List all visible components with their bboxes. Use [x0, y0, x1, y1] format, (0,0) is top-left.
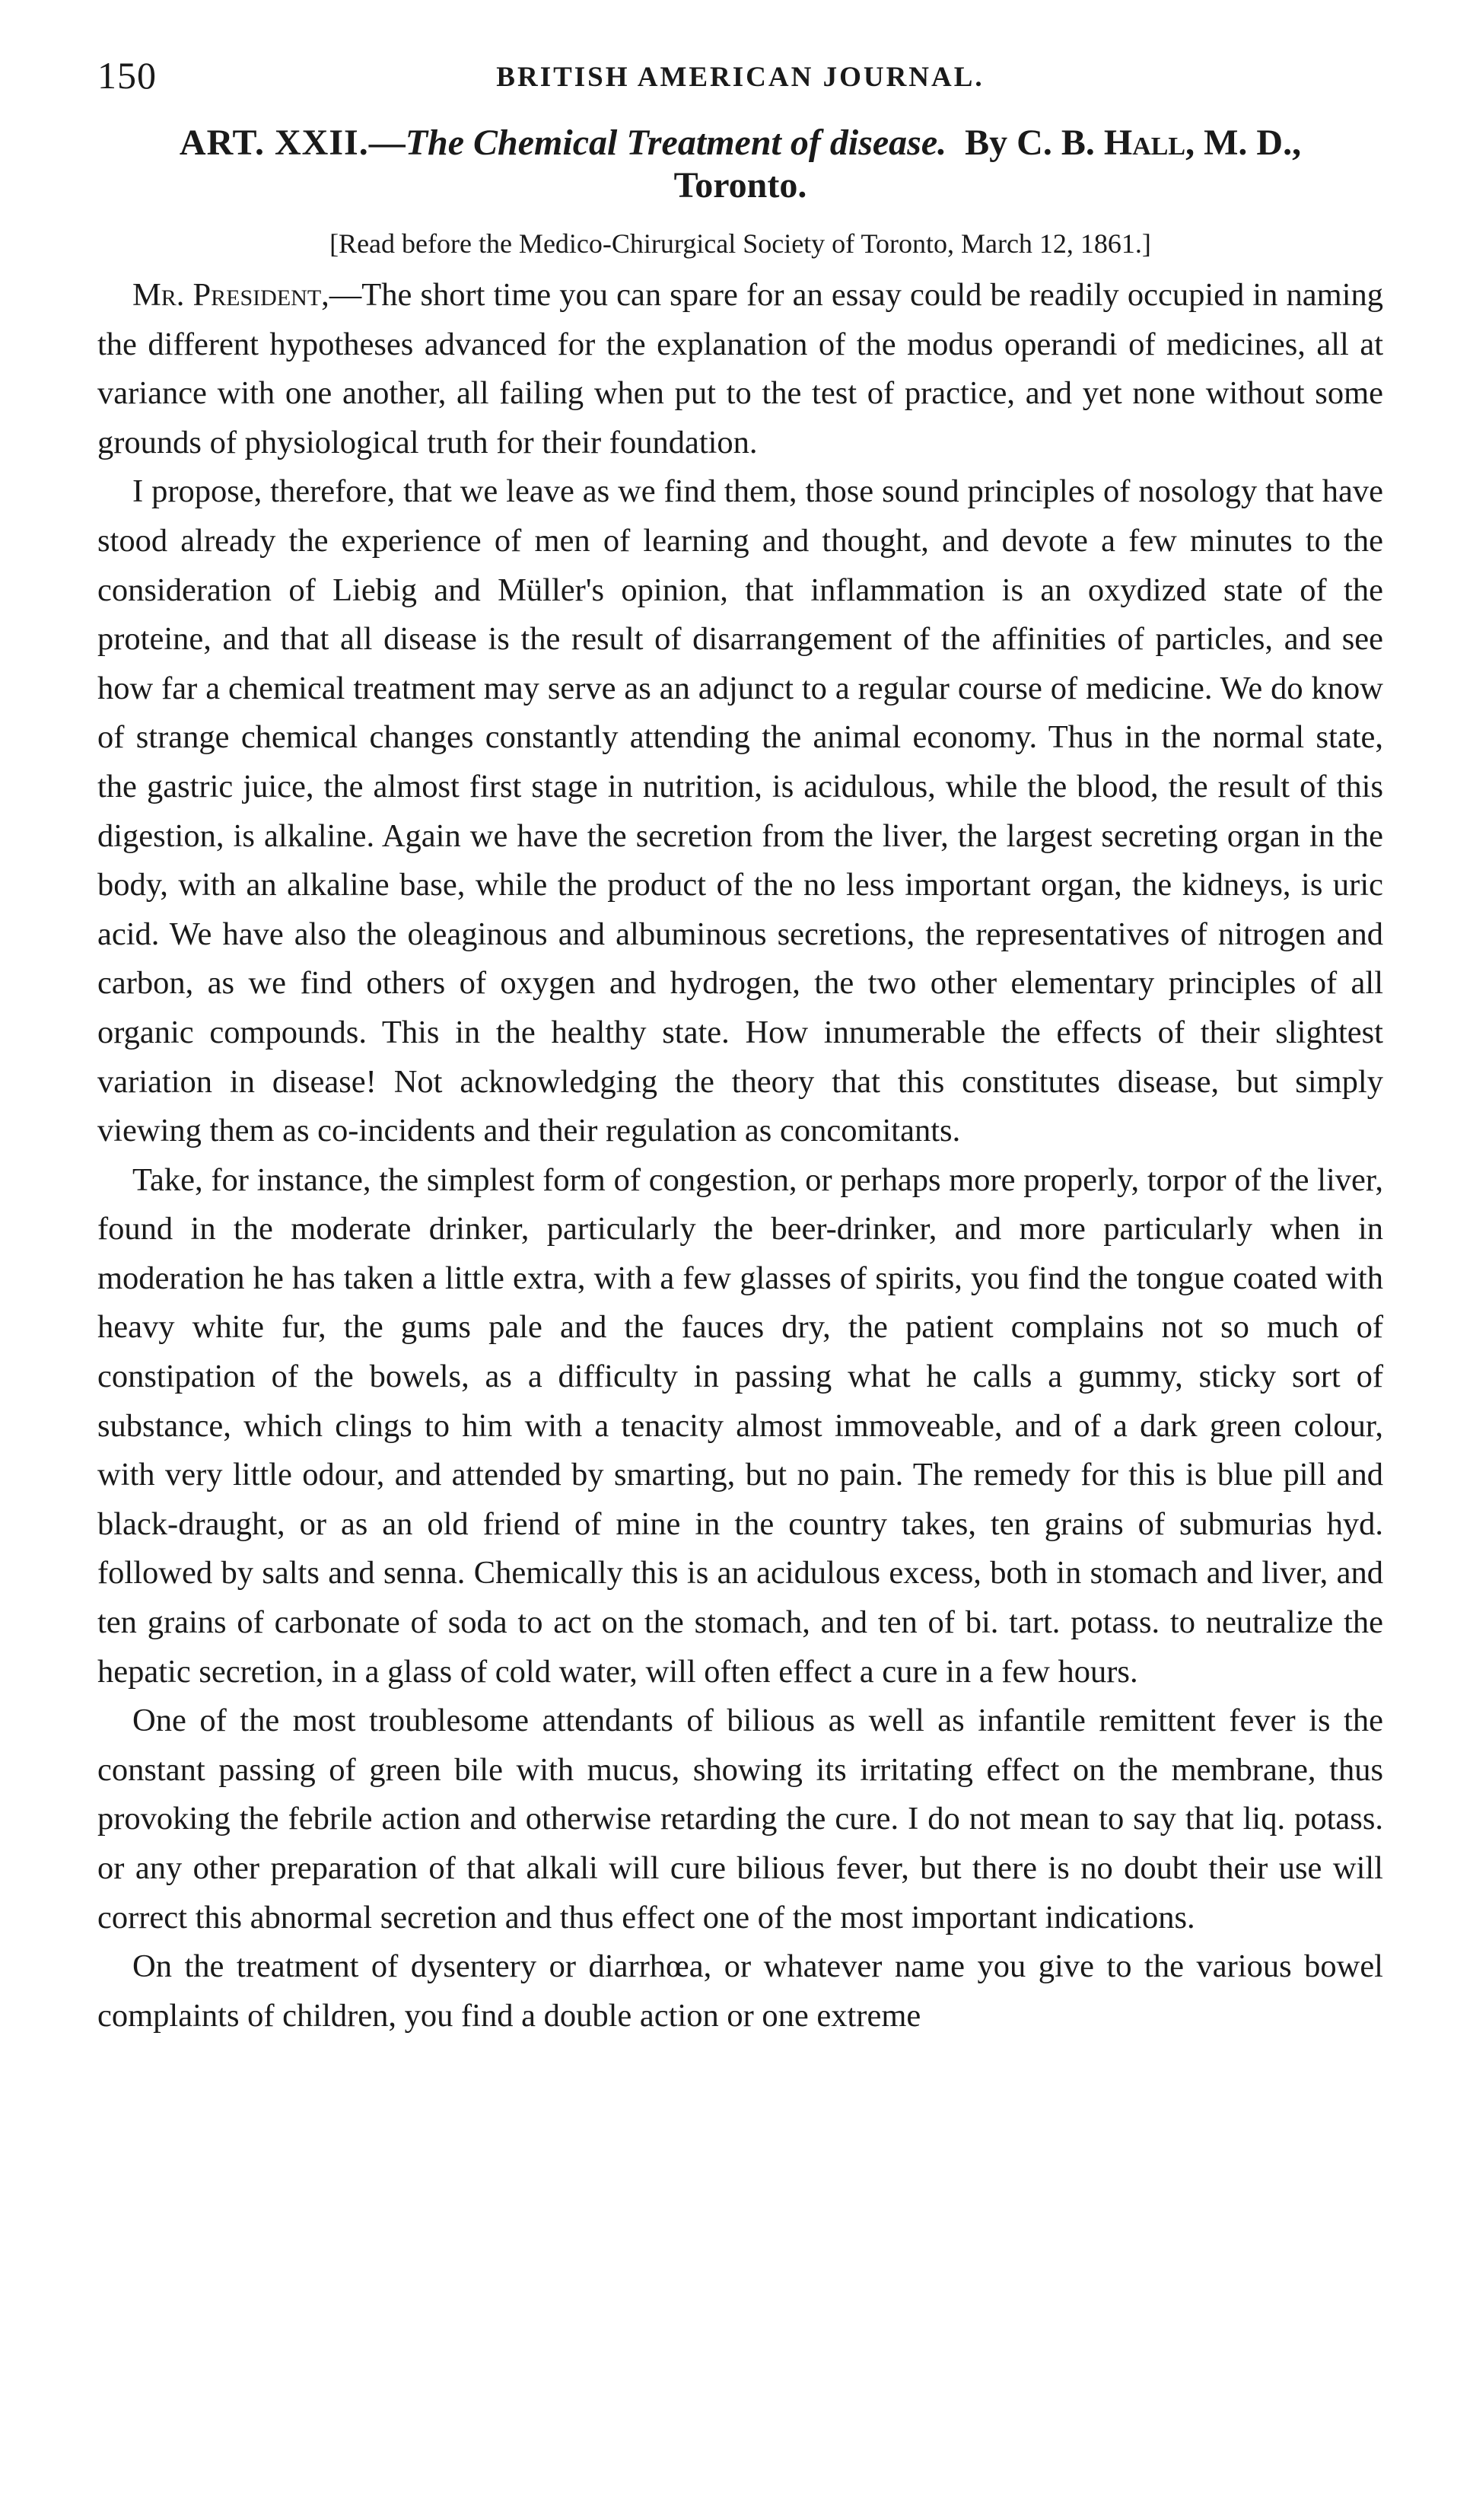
page-number: 150 — [97, 54, 157, 97]
journal-page — [97, 53, 1383, 2041]
article-heading — [97, 122, 1383, 207]
salutation: Mr. President, — [132, 277, 329, 313]
read-note: [Read before the Medico-Chirurgical Society of Toronto, March 12, 1861.] — [329, 228, 1151, 259]
title-dash: — — [368, 123, 406, 163]
paragraph-2: I propose, therefore, that we leave as we find them, those sound principles of nosology that have stood already the experience of men of learning and thought, and devote a few minutes to the consideration of Liebig and Müller's opinion, that inflammation is an oxydized state of the proteine, and that all disease is the result of disarrangement of the affinities of particles, and see how far a chemical treatment may serve as an adjunct to a regular course of medicine. We do know of strange chemical changes constantly attending the animal economy. Thus in the normal state, the gastric juice, the almost first stage in nutrition, is acidulous, while the blood, the result of this digestion, is alkaline. Again we have the secretion from the liver, the largest secreting organ in the body, with an alkaline base, while the product of the no less important organ, the kidneys, is uric acid. We have also the oleaginous and albuminous secretions, the representatives of nitrogen and carbon, as we find others of oxygen and hydrogen, the two other elementary principles of all organic compounds. This in the healthy state. How innumerable the effects of their slightest variation in disease! Not acknowledging the theory that this constitutes disease, but simply viewing them as co-incidents and their regulation as concomitants. — [97, 473, 1383, 1149]
article-place: Toronto. — [673, 165, 807, 205]
paragraph-3: Take, for instance, the simplest form of congestion, or perhaps more properly, torpor of the liver, found in the moderate drinker, particularly the beer-drinker, and more particularly when in moderation he has taken a little extra, with a few glasses of spirits, you find the tongue coated with heavy white fur, the gums pale and the fauces dry, the patient complains not so much of constipation of the bowels, as a difficulty in passing what he calls a gummy, sticky sort of substance, which clings to him with a tenacity almost immoveable, and of a dark green colour, with very little odour, and attended by smarting, but no pain. The remedy for this is blue pill and black-draught, or as an old friend of mine in the country takes, ten grains of submurias hyd. followed by salts and senna. Chemically this is an acidulous excess, both in stomach and liver, and ten grains of carbonate of soda to act on the stomach, and ten of bi. tart. potass. to neutralize the hepatic secretion, in a glass of cold water, will often effect a cure in a few hours. — [97, 1161, 1383, 1690]
paragraph-1-text: —The short time you can spare for an essay could be readily occupied in naming the different hypotheses advanced for the explanation of the modus operandi of medicines, all at variance with one another, all failing when put to the test of practice, and yet none without some grounds of physiological truth for their foundation. — [97, 277, 1383, 460]
paragraph-5: On the treatment of dysentery or diarrhœa, or whatever name you give to the various bowel complaints of children, you find a double action or one extreme — [97, 1948, 1383, 2034]
article-number: ART. XXII. — [179, 123, 369, 163]
article-author: C. B. Hall, M. D., — [1016, 123, 1302, 163]
paragraph-1 — [97, 271, 1383, 467]
journal-title: BRITISH AMERICAN JOURNAL. — [496, 62, 985, 93]
running-head — [97, 53, 1383, 122]
by-word: By — [965, 123, 1008, 163]
article-body — [97, 271, 1383, 2041]
paragraph-4: One of the most troublesome attendants of bilious as well as infantile remittent fever is the constant passing of green bile with mucus, showing its irritating effect on the membrane, thus provoking the febrile action and otherwise retarding the cure. I do not mean to say that liq. potass. or any other preparation of that alkali will cure bilious fever, but there is no doubt their use will correct this abnormal secretion and thus effect one of the most important indications. — [97, 1703, 1383, 1935]
article-title: The Chemical Treatment of disease. — [405, 123, 947, 163]
